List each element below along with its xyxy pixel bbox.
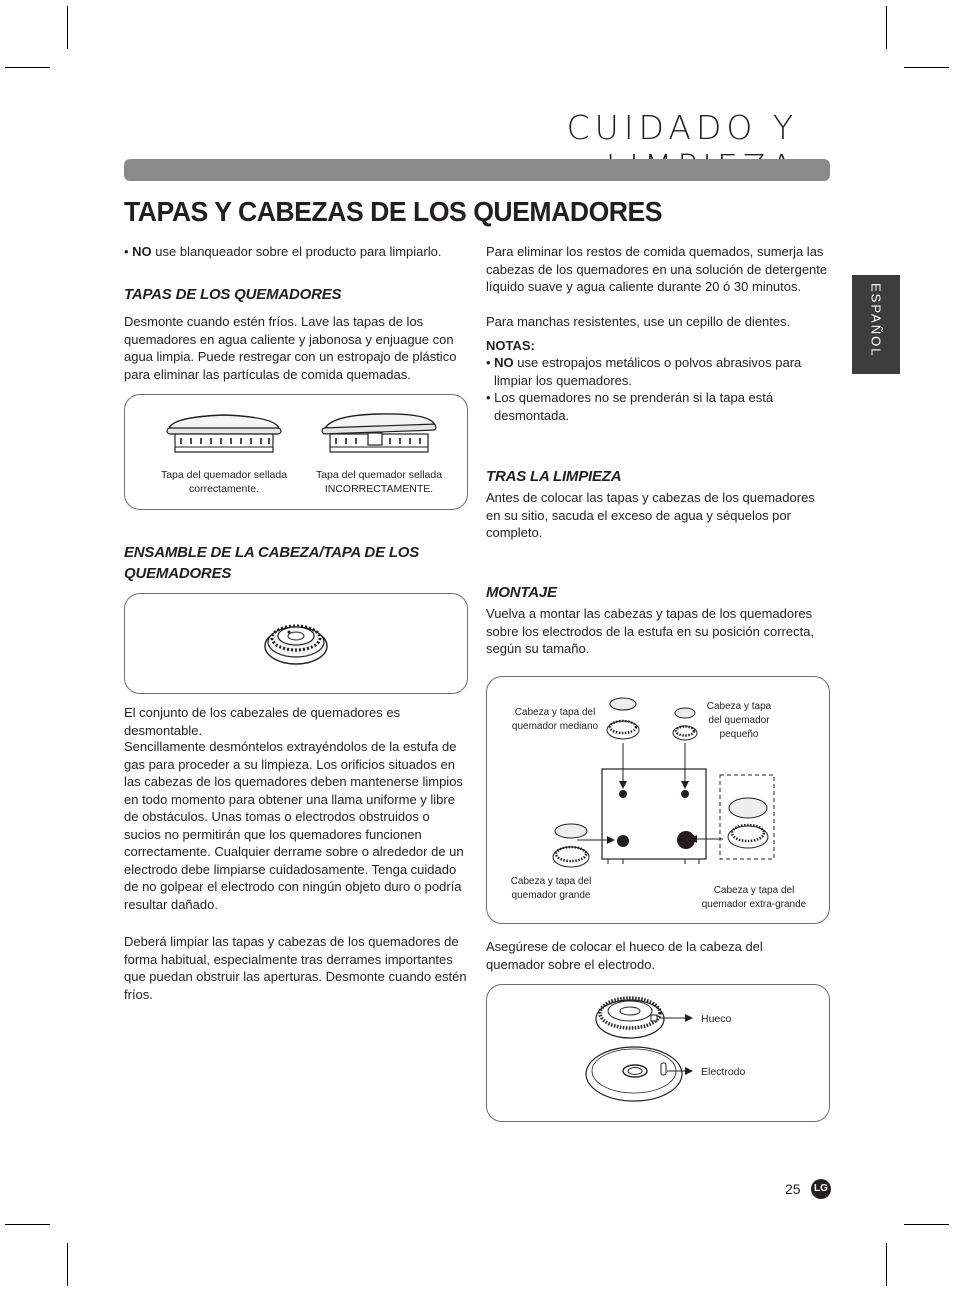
crop-mark	[67, 1243, 68, 1286]
bullet-bleach: • NO use blanqueador sobre el producto para limpiarlo.	[124, 244, 442, 259]
caption-incorrect	[300, 468, 458, 496]
note-1: • NO use estropajos metálicos o polvos abrasivos para limpiar los quemadores.	[486, 355, 802, 388]
intro-p1: Para eliminar los restos de comida quemados, sumerja las cabezas de los quemadores en una solución de detergente líquido suave y agua caliente durante 20 ó 30 minutos.	[486, 244, 828, 294]
label-medium-burner-line1: Cabeza y tapa del	[514, 707, 596, 718]
lg-logo-icon: LG	[811, 1179, 831, 1199]
label-large-burner	[497, 875, 605, 903]
burner-cap-correct-illustration	[163, 411, 285, 461]
note-1-text: use estropajos metálicos o polvos abrasivos para limpiar los quemadores.	[494, 355, 802, 388]
intro-p2: Para manchas resistentes, use un cepillo de dientes.	[486, 314, 791, 329]
heading-ensamble-line2: QUEMADORES	[124, 565, 232, 582]
label-hueco: Hueco	[701, 1013, 732, 1025]
label-small-burner	[695, 700, 783, 742]
header-bar	[124, 159, 830, 181]
heading-montaje: MONTAJE	[486, 584, 557, 601]
label-large-burner-line1: Cabeza y tapa del	[510, 876, 592, 887]
language-tab-label: ESPAÑOL	[868, 283, 884, 358]
label-medium-burner	[501, 706, 609, 734]
figure-burner-assembly	[124, 593, 468, 694]
crop-mark	[886, 6, 887, 49]
page-title: TAPAS Y CABEZAS DE LOS QUEMADORES	[124, 196, 663, 227]
note-1-no: NO	[494, 355, 514, 370]
crop-mark	[67, 6, 68, 49]
caption-correct-line2: correctamente.	[188, 483, 260, 495]
page-number: 25	[785, 1181, 801, 1197]
ensamble-p3: Deberá limpiar las tapas y cabezas de los quemadores de forma habitual, especialmente tras derrames importantes que puedan obstruir las aperturas. Desmonte cuando estén fríos.	[124, 934, 467, 1002]
montaje-body: Vuelva a montar las cabezas y tapas de los quemadores sobre los electrodos de la estufa en su posición correcta, según su tamaño.	[486, 606, 815, 656]
crop-mark	[5, 1224, 50, 1225]
notes-heading: NOTAS:	[486, 338, 535, 353]
assure-text: Asegúrese de colocar el hueco de la cabeza del quemador sobre el electrodo.	[486, 939, 763, 972]
section-header-title: CUIDADO Y	[566, 108, 798, 147]
tapas-body: Desmonte cuando estén fríos. Lave las tapas de los quemadores en agua caliente y jabonosa y enjuague con agua limpia. Puede restregar con un estropajo de plástico para eliminar las partículas de comida quemadas.	[124, 314, 457, 382]
bullet-text: use blanqueador sobre el producto para limpiarlo.	[151, 244, 442, 259]
label-xl-burner-line1: Cabeza y tapa del	[713, 885, 795, 896]
heading-tapas: TAPAS DE LOS QUEMADORES	[124, 286, 342, 303]
crop-mark	[5, 67, 50, 68]
label-electrodo: Electrodo	[701, 1066, 746, 1078]
electrode-diagram	[487, 985, 829, 1121]
note-2: • Los quemadores no se prenderán si la tapa está desmontada.	[486, 390, 774, 423]
burner-cap-incorrect-illustration	[318, 411, 440, 461]
note-2-text: Los quemadores no se prenderán si la tapa está desmontada.	[494, 390, 774, 423]
language-tab	[852, 275, 900, 374]
figure-electrode	[486, 984, 830, 1122]
ensamble-p1: El conjunto de los cabezales de quemadores es desmontable.	[124, 705, 401, 738]
label-medium-burner-line2: quemador mediano	[511, 721, 599, 732]
caption-correct-line1: Tapa del quemador sellada	[160, 469, 288, 481]
label-xl-burner-line2: quemador extra-grande	[701, 899, 807, 910]
burner-assembly-illustration	[263, 616, 329, 668]
heading-ensamble	[124, 542, 419, 584]
label-small-burner-line3: pequeño	[719, 729, 759, 740]
tras-body: Antes de colocar las tapas y cabezas de los quemadores en su sitio, sacuda el exceso de agua y séquelos por completo.	[486, 490, 815, 540]
caption-correct	[145, 468, 303, 496]
label-small-burner-line1: Cabeza y tapa	[706, 701, 772, 712]
label-large-burner-line2: quemador grande	[511, 890, 591, 901]
ensamble-p2: Sencillamente desmóntelos extrayéndolos de la estufa de gas para proceder a su limpieza. Los orificios situados en las cabezas de los quemadores deben mantenerse limpios en todo momento para obtener una llama uniforme y libre de obstáculos. Unas tomas o electrodos obstruidos o sucios no permitirán que los quemadores funcionen correctamente. Cualquier derrame sobre o alrededor de un electrodo debe limpiarse cuidadosamente. Tenga cuidado de no golpear el electrodo con ningún objeto duro o podría resultar dañado.	[124, 739, 464, 912]
label-small-burner-line2: del quemador	[708, 715, 770, 726]
heading-tras: TRAS LA LIMPIEZA	[486, 468, 622, 485]
caption-incorrect-line1: Tapa del quemador sellada	[315, 469, 443, 481]
heading-ensamble-line1: ENSAMBLE DE LA CABEZA/TAPA DE LOS	[124, 544, 420, 561]
figure-cap-seal	[124, 394, 468, 510]
crop-mark	[904, 1224, 949, 1225]
caption-incorrect-line2: INCORRECTAMENTE.	[324, 483, 434, 495]
bullet-no: NO	[132, 244, 152, 259]
crop-mark	[904, 67, 949, 68]
figure-burner-positions	[486, 676, 830, 924]
crop-mark	[886, 1243, 887, 1286]
label-xl-burner	[691, 884, 817, 912]
